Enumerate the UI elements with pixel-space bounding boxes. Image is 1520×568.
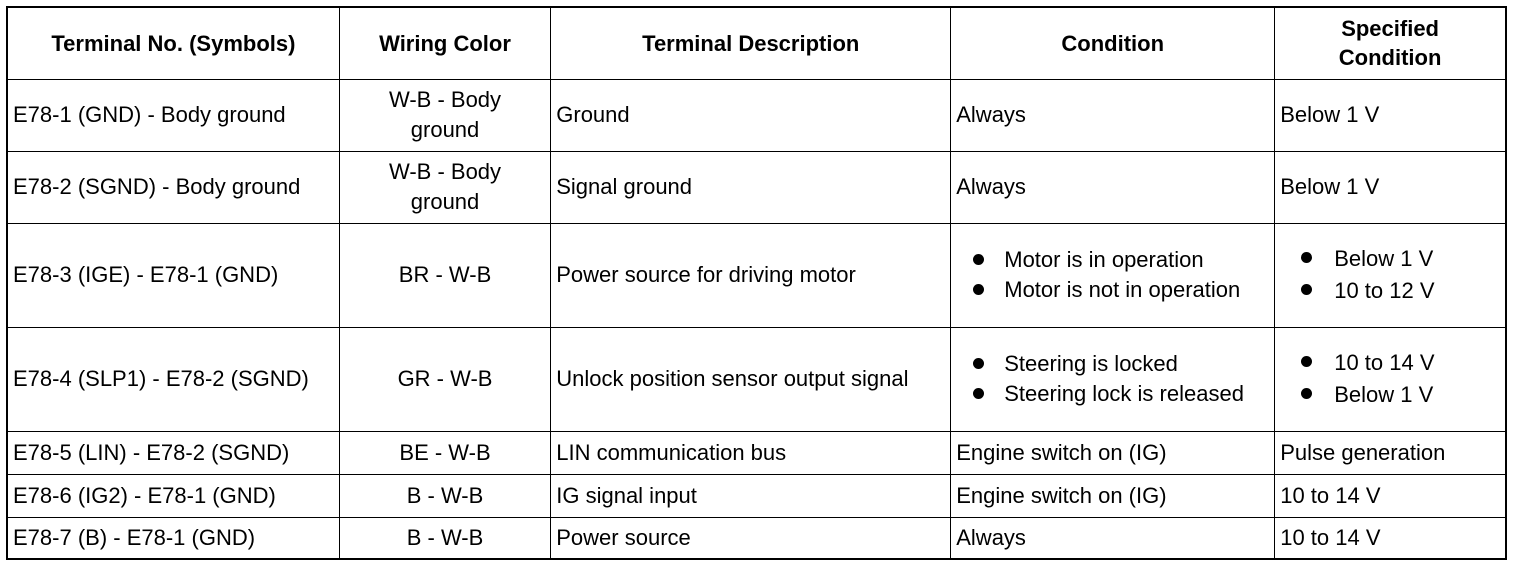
table-body (7, 79, 1506, 559)
cell-condition: Always (951, 79, 1275, 151)
cell-specified-condition (1275, 223, 1506, 327)
bullet-item: Below 1 V (1280, 379, 1500, 411)
cell-terminal: E78-1 (GND) - Body ground (7, 79, 339, 151)
cell-terminal: E78-4 (SLP1) - E78-2 (SGND) (7, 327, 339, 431)
header-specified-condition: Specified Condition (1275, 7, 1506, 79)
bullet-item: Steering is locked (955, 349, 1270, 379)
header-row (7, 7, 1506, 79)
table-row (7, 223, 1506, 327)
table-row (7, 517, 1506, 559)
cell-terminal: E78-6 (IG2) - E78-1 (GND) (7, 474, 339, 517)
cell-terminal-description: LIN communication bus (551, 431, 951, 474)
header-terminal-description: Terminal Description (551, 7, 951, 79)
cell-wiring-color: W-B - Body ground (339, 79, 550, 151)
cell-wiring-color: BR - W-B (339, 223, 550, 327)
cell-wiring-color: BE - W-B (339, 431, 550, 474)
cell-specified-condition-list (1280, 243, 1500, 307)
cell-terminal-description: Signal ground (551, 151, 951, 223)
bullet-item: Motor is in operation (955, 245, 1270, 275)
bullet-item: Below 1 V (1280, 243, 1500, 275)
table-row (7, 474, 1506, 517)
header-terminal: Terminal No. (Symbols) (7, 7, 339, 79)
cell-terminal: E78-5 (LIN) - E78-2 (SGND) (7, 431, 339, 474)
header-wiring-color: Wiring Color (339, 7, 550, 79)
cell-condition: Always (951, 151, 1275, 223)
cell-wiring-color: GR - W-B (339, 327, 550, 431)
terminal-table (6, 6, 1507, 560)
bullet-item: Motor is not in operation (955, 275, 1270, 305)
bullet-item: 10 to 14 V (1280, 347, 1500, 379)
cell-terminal-description: Power source (551, 517, 951, 559)
cell-terminal: E78-7 (B) - E78-1 (GND) (7, 517, 339, 559)
bullet-item: Steering lock is released (955, 379, 1270, 409)
cell-specified-condition: Below 1 V (1275, 151, 1506, 223)
cell-condition (951, 327, 1275, 431)
cell-condition-list (955, 245, 1270, 305)
cell-terminal-description: IG signal input (551, 474, 951, 517)
cell-condition (951, 223, 1275, 327)
bullet-item: 10 to 12 V (1280, 275, 1500, 307)
header-condition: Condition (951, 7, 1275, 79)
table-row (7, 151, 1506, 223)
cell-wiring-color: B - W-B (339, 517, 550, 559)
table-row (7, 327, 1506, 431)
cell-specified-condition: 10 to 14 V (1275, 474, 1506, 517)
cell-specified-condition-list (1280, 347, 1500, 411)
cell-wiring-color: B - W-B (339, 474, 550, 517)
cell-specified-condition: 10 to 14 V (1275, 517, 1506, 559)
table-row (7, 79, 1506, 151)
cell-condition: Engine switch on (IG) (951, 431, 1275, 474)
cell-specified-condition: Pulse generation (1275, 431, 1506, 474)
cell-condition-list (955, 349, 1270, 409)
cell-wiring-color: W-B - Body ground (339, 151, 550, 223)
cell-terminal: E78-2 (SGND) - Body ground (7, 151, 339, 223)
cell-terminal-description: Unlock position sensor output signal (551, 327, 951, 431)
cell-terminal: E78-3 (IGE) - E78-1 (GND) (7, 223, 339, 327)
cell-condition: Engine switch on (IG) (951, 474, 1275, 517)
cell-terminal-description: Power source for driving motor (551, 223, 951, 327)
cell-condition: Always (951, 517, 1275, 559)
cell-terminal-description: Ground (551, 79, 951, 151)
cell-specified-condition (1275, 327, 1506, 431)
cell-specified-condition: Below 1 V (1275, 79, 1506, 151)
table-row (7, 431, 1506, 474)
